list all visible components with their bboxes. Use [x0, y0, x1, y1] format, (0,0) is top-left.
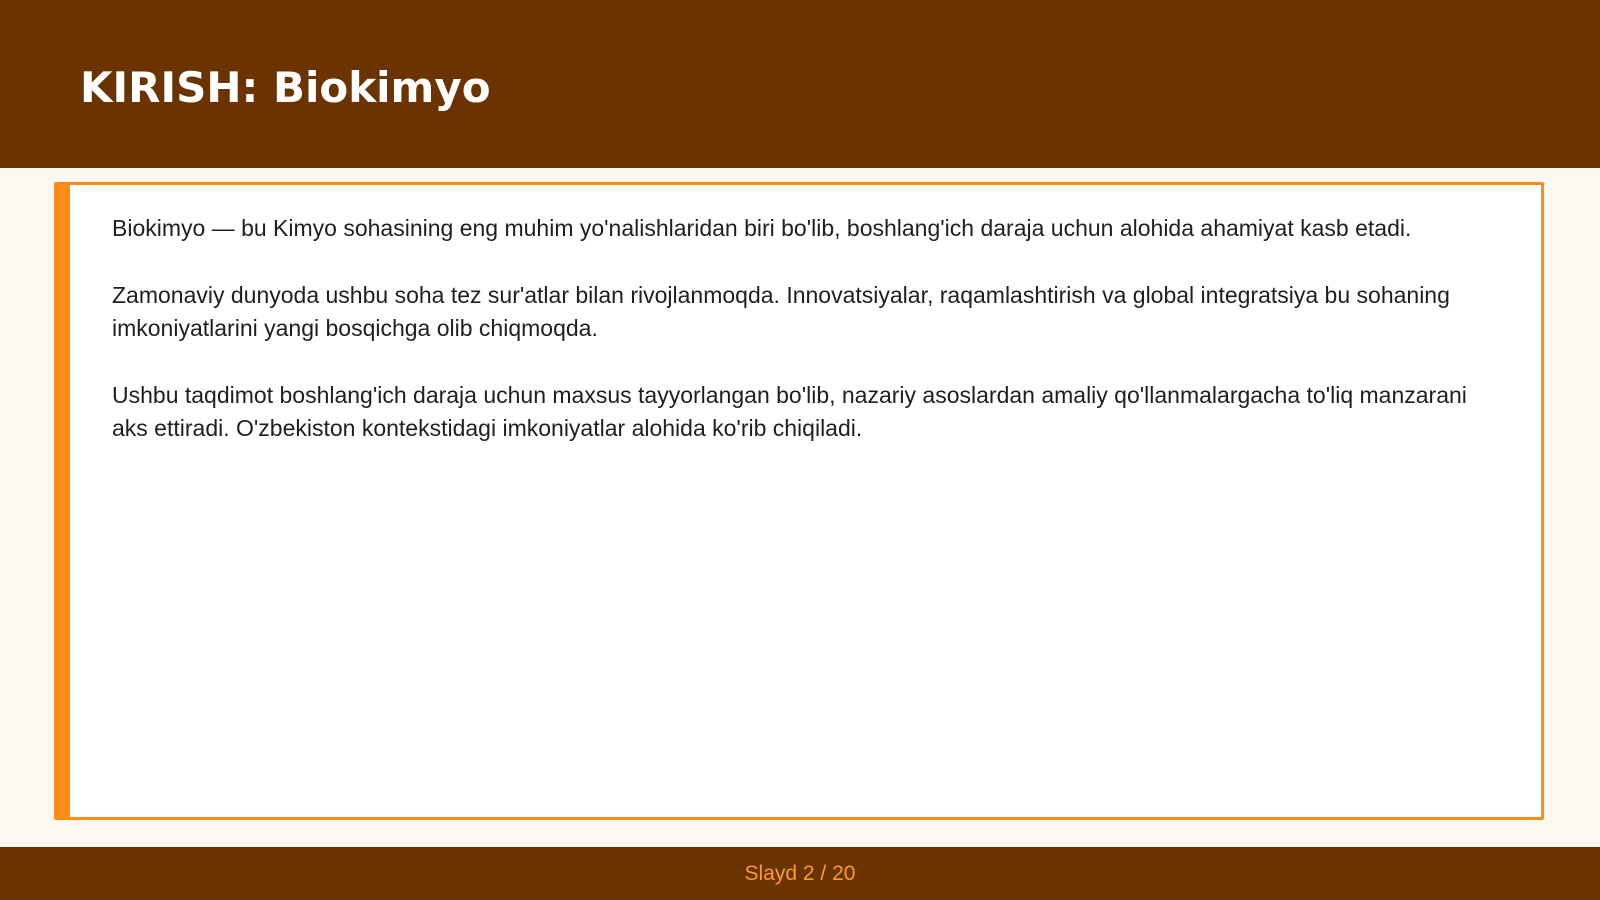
content-body: [112, 212, 1492, 479]
paragraph-modern-world: Zamonaviy dunyoda ushbu soha tez sur'atlar bilan rivojlanmoqda. Innovatsiyalar, raqamlashtirish va global integratsiya bu sohaning imkoniyatlarini yangi bosqichga olib chiqmoqda.: [112, 281, 1450, 341]
slide-header: [0, 0, 1600, 168]
paragraph-intro: Biokimyo — bu Kimyo sohasining eng muhim yo'nalishlaridan biri bo'lib, boshlang'ich daraja uchun alohida ahamiyat kasb etadi.: [112, 215, 1412, 241]
slide-footer: [0, 847, 1600, 900]
paragraph-presentation-scope: Ushbu taqdimot boshlang'ich daraja uchun maxsus tayyorlangan bo'lib, nazariy asoslardan amaliy qo'llanmalargacha to'liq manzarani aks ettiradi. O'zbekiston kontekstidagi imkoniyatlar alohida ko'rib chiqiladi.: [112, 381, 1467, 441]
slide-title: KIRISH: Biokimyo: [80, 63, 491, 112]
slide-counter: Slayd 2 / 20: [744, 862, 856, 885]
